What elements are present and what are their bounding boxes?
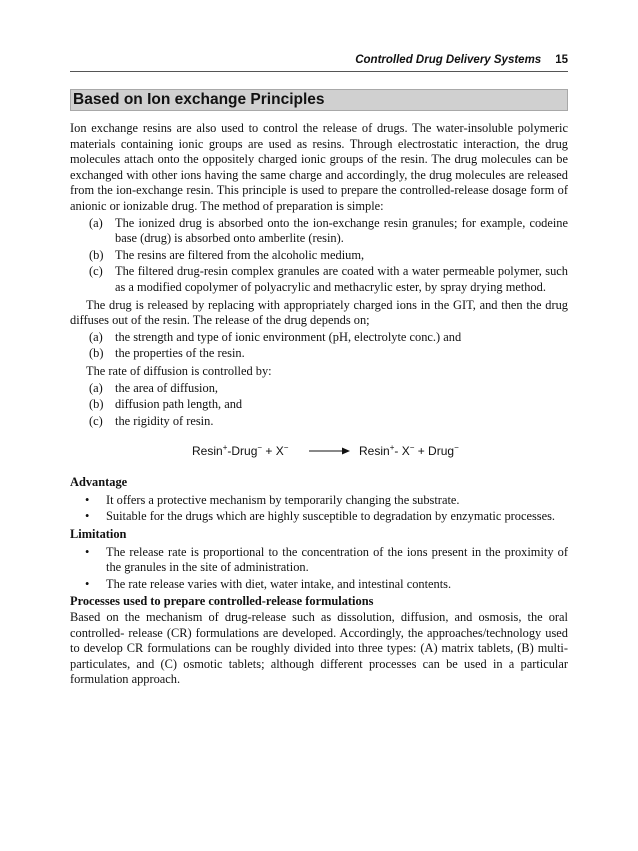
list-item xyxy=(70,509,568,525)
list-item xyxy=(70,346,568,362)
bullet-icon: • xyxy=(85,509,90,524)
list-marker: (a) xyxy=(89,215,103,230)
list-marker: (b) xyxy=(89,346,104,361)
list-item-text: diffusion path length, and xyxy=(115,397,243,412)
list-marker: (c) xyxy=(89,413,103,428)
list-item-text: The rate release varies with diet, water intake, and intestinal contents. xyxy=(106,576,452,591)
intro-paragraph: Ion exchange resins are also used to control the release of drugs. The water-insoluble polymeric materials containing ionic groups are used as resins. Through electrostatic interaction, the drug molecules attach onto the oppositely charged ionic groups of the resin. The drug molecules can be exchanged with other ions having the same charge and accordingly, the drug molecules are released from the ion-exchange resin. This principle is used to prepare the controlled-release dosage form of anionic or ionizable drug. The method of preparation is simple: xyxy=(70,121,568,213)
list-item-text: the properties of the resin. xyxy=(115,346,245,361)
limitations-list xyxy=(70,545,568,593)
list-item-text: the rigidity of resin. xyxy=(115,413,214,428)
list-item xyxy=(70,264,568,295)
list-item xyxy=(70,216,568,247)
list-item-text: The resins are filtered from the alcoholic medium, xyxy=(115,247,365,262)
list-item-text: the area of diffusion, xyxy=(115,380,218,395)
list-marker: (b) xyxy=(89,397,104,412)
list-item xyxy=(70,414,568,430)
bullet-icon: • xyxy=(85,492,90,507)
equation-figure xyxy=(192,435,482,465)
list-item-text: The ionized drug is absorbed onto the ion-exchange resin granules; for example, codeine base (drug) is absorbed onto amberlite (resin). xyxy=(115,215,568,246)
diffusion-intro: The rate of diffusion is controlled by: xyxy=(86,363,272,378)
list-item-text: It offers a protective mechanism by temporarily changing the substrate. xyxy=(106,492,460,507)
list-item-text: The filtered drug-resin complex granules are coated with a water permeable polymer, such as a modified copolymer of polyacrylic and methacrylic ester, by spray drying method. xyxy=(115,264,568,294)
header-rule xyxy=(70,71,568,72)
list-marker: (a) xyxy=(89,380,103,395)
ion-exchange-equation xyxy=(70,435,568,475)
list-item xyxy=(70,397,568,413)
list-marker: (a) xyxy=(89,329,103,344)
preparation-steps-list xyxy=(70,216,568,296)
release-paragraph: The drug is released by replacing with appropriately charged ions in the GIT, and then the drug diffuses out of the resin. The release of the drug depends on; xyxy=(70,297,568,328)
section-title: Based on Ion exchange Principles xyxy=(70,89,568,111)
limitation-heading: Limitation xyxy=(70,527,127,542)
list-marker: (c) xyxy=(89,264,103,279)
list-item xyxy=(70,330,568,346)
advantage-heading: Advantage xyxy=(70,475,128,490)
list-item-text: the strength and type of ionic environment (pH, electrolyte conc.) and xyxy=(115,329,462,344)
running-header-title: Controlled Drug Delivery Systems xyxy=(355,54,542,66)
list-item-text: The release rate is proportional to the concentration of the ions present in the proximity of the granules in the site of administration. xyxy=(106,544,568,575)
reaction-arrow-head xyxy=(342,448,350,455)
processes-heading: Processes used to prepare controlled-release formulations xyxy=(70,594,374,609)
diffusion-factors-list xyxy=(70,381,568,430)
page-number: 15 xyxy=(555,54,568,66)
bullet-icon: • xyxy=(85,544,90,559)
list-item xyxy=(70,381,568,397)
list-item-text: Suitable for the drugs which are highly susceptible to degradation by enzymatic processes. xyxy=(106,509,556,524)
release-factors-list xyxy=(70,330,568,362)
list-item xyxy=(70,545,568,576)
list-marker: (b) xyxy=(89,247,104,262)
list-item xyxy=(70,577,568,593)
equation-lhs: Resin+-Drug− + X− xyxy=(192,443,289,459)
list-item xyxy=(70,493,568,509)
list-item xyxy=(70,248,568,264)
equation-rhs: Resin+- X− + Drug− xyxy=(359,443,459,459)
running-header xyxy=(70,54,568,66)
main-content xyxy=(70,121,568,688)
bullet-icon: • xyxy=(85,576,90,591)
processes-paragraph: Based on the mechanism of drug-release such as dissolution, diffusion, and osmosis, the oral controlled- release (CR) formulations are developed. Accordingly, the approaches/technology used to develop CR formulations can be roughly divided into three types: (A) matrix tablets, (B) multi-particulates, and (C) osmotic tablets; although different processes can be used in a particular formulation approach. xyxy=(70,610,568,687)
advantages-list xyxy=(70,493,568,525)
